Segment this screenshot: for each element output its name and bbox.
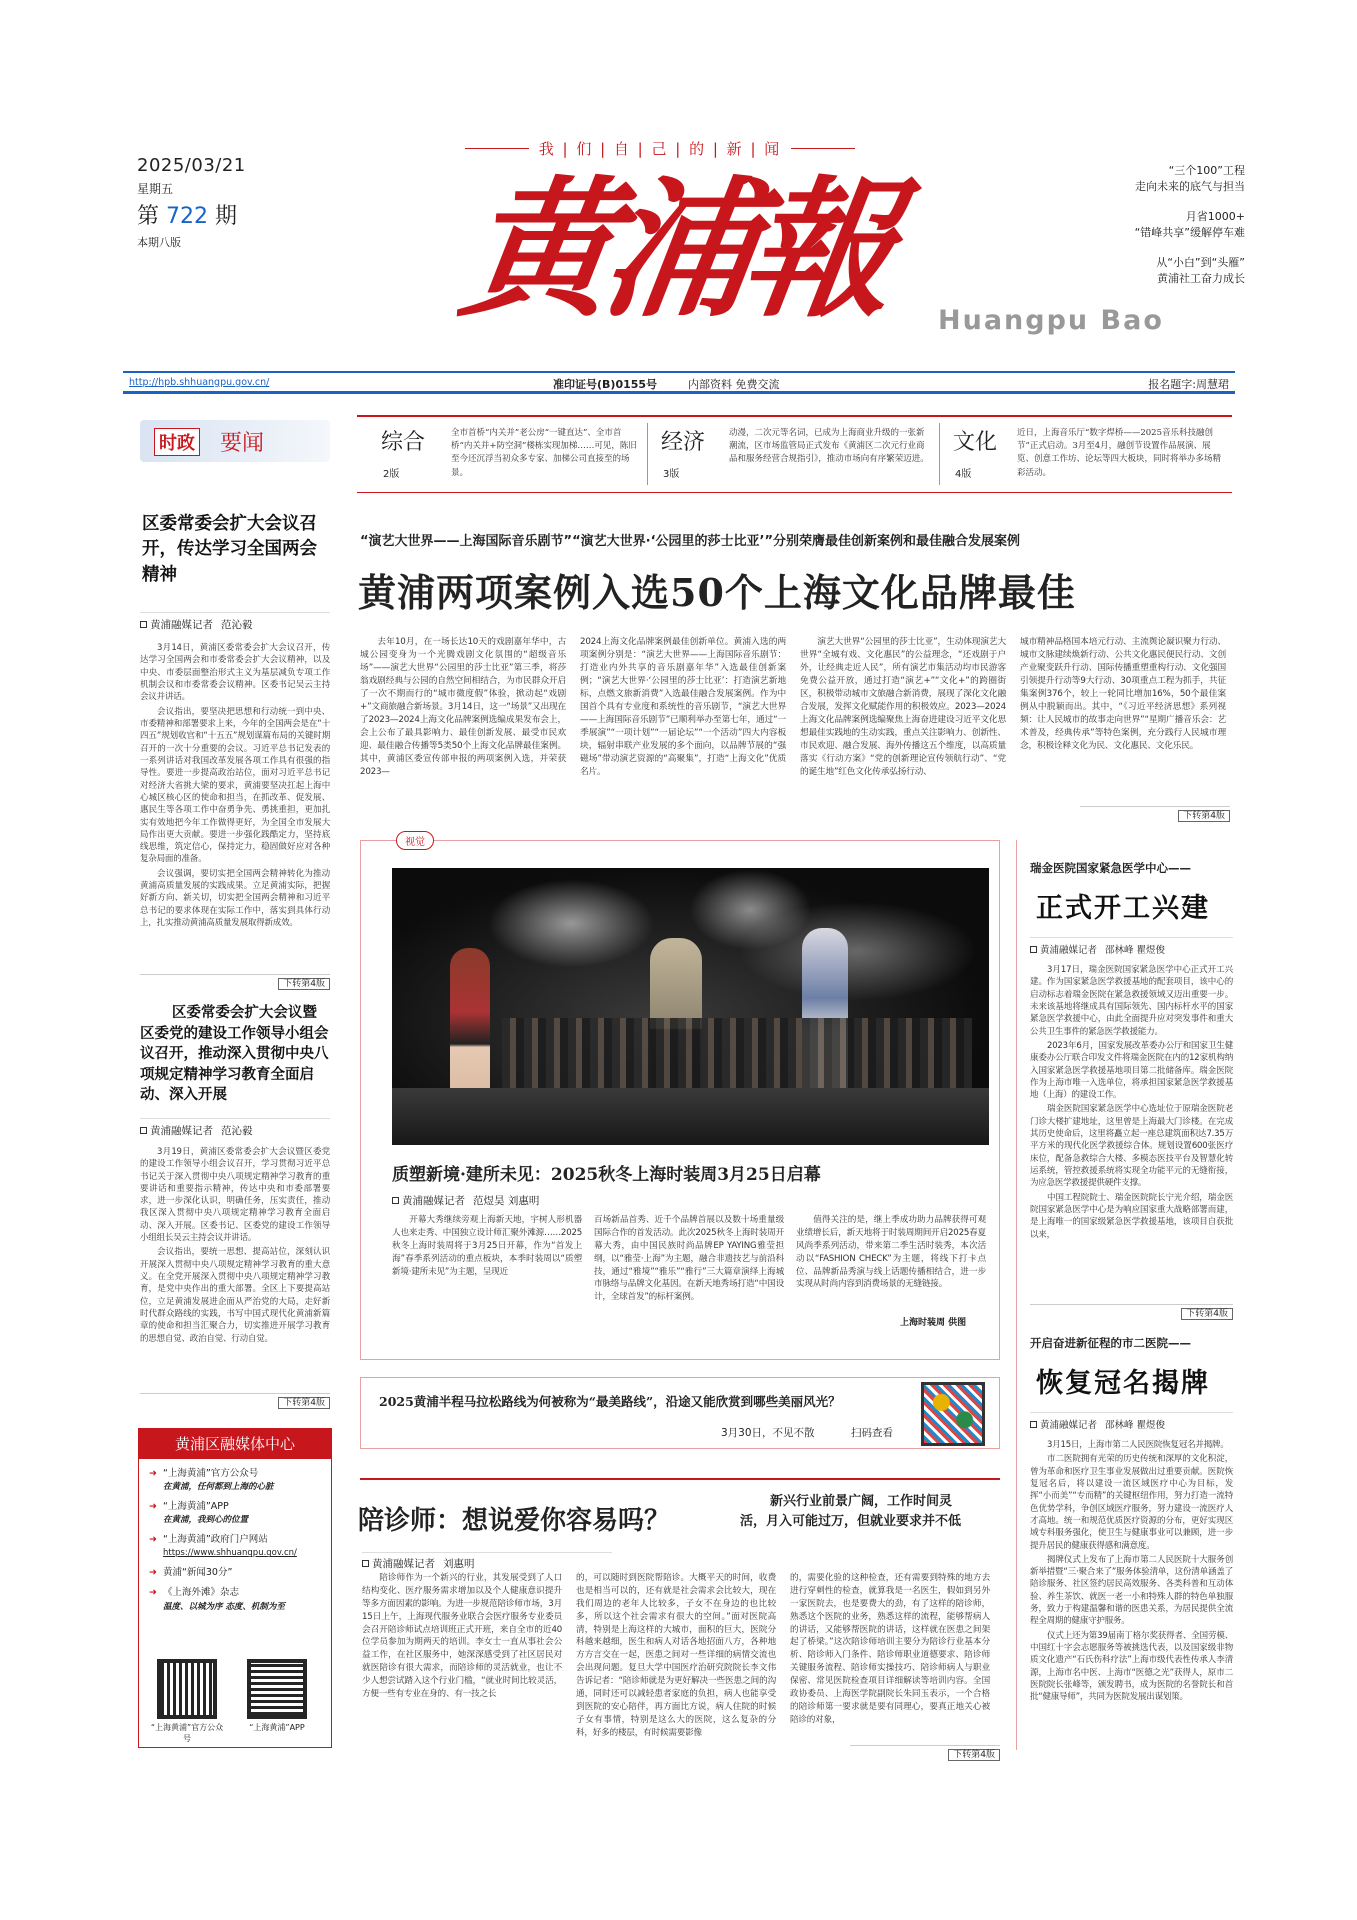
photo-col-3: 值得关注的是，继上季成功助力品牌获得可观业绩增长后，新天地将于时装周期间开启2025春夏风尚季系列活动，带来第二季生活时装秀，本次活动以“FASHION CHECK”为主题，将线下打卡点位、品牌新品秀演与线上话题传播相结合，进一步实现从时尚内容到消费场景的无缝链接。	[796, 1215, 986, 1290]
marathon-scan-label: 扫码查看	[851, 1427, 893, 1439]
calligraphy-credit: 报名题字:周慧珺	[1148, 378, 1229, 391]
newspaper-title-en: Huangpu Bao	[938, 305, 1164, 336]
index-title-1: 综合	[381, 430, 426, 455]
audience	[502, 1018, 972, 1088]
escort-subhead: 新兴行业前景广阔，工作时间灵 活，月入可能过万，但就业要求并不低	[740, 1494, 962, 1529]
index-text-2: 动漫，二次元等名词，已成为上海商业升级的一张新潮流，区市场监管局正式发布《黄浦区二次元行业商品和服务经营合规指引》，推动市场向有序繁荣迈进。	[729, 428, 929, 465]
right-story-1-byline: 黄浦融媒记者 邵林峰 瞿煜俊	[1030, 937, 1233, 956]
photo-byline: 黄浦融媒记者 范煜昊 刘惠明	[392, 1193, 692, 1208]
left-story-2-headline[interactable]: 区委常委会扩大会议暨区委党的建设工作领导小组会议召开，推动深入贯彻中央八项规定精神学习教育全面启动、深入开展	[140, 1004, 329, 1104]
teaser-2[interactable]: 月省1000+ “错峰共享”缓解停车难	[1134, 209, 1245, 239]
photo-badge: 视觉	[396, 831, 434, 850]
right-story-1-kicker: 瑞金医院国家紧急医学中心——	[1030, 861, 1191, 875]
left-story-2	[140, 1003, 330, 1408]
qr-label-app: “上海黄浦”APP	[249, 1723, 305, 1732]
photo-col-1: 开幕大秀继续旁观上海新天地，宇树人形机器人也来走秀、中国独立设计师汇聚外滩源……2025秋冬上海时装周将于3月25日开幕，作为“首发上海”春季系列活动的重点板块，本季时装周以“质塑新境·建所未见”为主题，呈现近	[392, 1215, 582, 1277]
runway-floor	[392, 1088, 989, 1145]
left-story-2-turn[interactable]: 下转第4版	[140, 1393, 330, 1408]
free-note: 内部资料 免费交流	[688, 378, 780, 391]
left-story-1	[140, 512, 330, 989]
arrow-icon: ➜	[149, 1501, 157, 1512]
arrow-icon: ➜	[149, 1468, 157, 1479]
left-story-2-byline: 黄浦融媒记者 范沁毅	[140, 1118, 330, 1138]
section-badge-b: 要闻	[220, 431, 265, 456]
media-item-3[interactable]: ➜ “上海黄浦”政府门户网站 https://www.shhuangpu.gov.cn/	[149, 1534, 297, 1559]
teaser-3[interactable]: 从“小白”到“头雁” 黄浦社工奋力成长	[1156, 255, 1245, 285]
left-story-1-turn[interactable]: 下转第4版	[140, 974, 330, 989]
marathon-date: 3月30日，不见不散	[721, 1427, 815, 1439]
issue-suffix: 期	[215, 204, 238, 229]
model-figure-left	[450, 948, 490, 1108]
lead-body	[360, 636, 1232, 803]
index-page-1: 2版	[383, 469, 400, 480]
newspaper-title: 黄浦報	[452, 162, 898, 338]
arrow-icon: ➜	[149, 1534, 157, 1545]
marathon-qr-code[interactable]	[921, 1382, 985, 1446]
qr-code-app[interactable]	[247, 1659, 307, 1719]
lead-col-1: 去年10月，在一场长达10天的戏剧嘉年华中，古城公园变身为一个光腾戏剧文化氛围的“超级音乐场”——演艺大世界“公园里的莎士比亚”第三季，将莎翁戏剧经典与公园的自然空间相结合，为市民群众开启了一次不期而行的“城市微度假”体验，掀动起“戏剧+”文商旅融合新场景。3月14日，这一“场景”又出现在了2023—2024上海文化品牌案例选编成果发布会上，会上公布了最具影响力、最佳创新发展、最受市民欢迎、最佳融合传播等5类50个上海文化品牌最佳案例。其中，黄浦区委宣传部申报的两项案例入选，并荣获2023—	[360, 637, 566, 778]
right-story-1-turn[interactable]: 下转第4版	[1030, 1304, 1233, 1319]
right-story-1-body: 3月17日，瑞金医院国家紧急医学中心正式开工兴建。作为国家紧急医学救援基地的配套项目，该中心的启动标志着瑞金医院在紧急救援领域又迈出重要一步。未来该基地将继成具有国际领先、国内标杆水平的国家紧急医学救援中心，由此全面提升应对突发事件和重大公共卫生事件的紧急医学救援能力。 2023年6月，国家发展改革委办公厅和国家卫生健康委办公厅联合印发文件将瑞金医院在内的12家机构纳入国家紧急医学救援基地项目第二批储备库。瑞金医院作为上海市唯一入选单位，将承担国家紧急医学救援基地（上海）的建设工作。 瑞金医院国家紧急医学中心选址位于原瑞金医院老门诊大楼扩建地址，这里曾是上海最大门诊楼。在完成其历史使命后，这里将矗立起一座总建筑面积达7.35万平方米的现代化医学救援综合体。规划设置600张医疗床位，配备急救综合大楼、多模态医技平台及智慧化转运系统，管控救援系统将实现全功能平元的无缝衔接，为应急医学救援提供硬件支撑。 中国工程院院士、瑞金医院院长宁光介绍，瑞金医院国家紧急医学中心是为响应国家重大战略部署而建，是上海唯一的国家级紧急医学救援基地，该项目自获批以来，	[1030, 965, 1233, 1240]
escort-col-3: 的，需要化验的这种检查，还有需要到特殊的地方去进行穿刺性的检查，就算我是一名医生，假如到另外一家医院去，也是要费大的劲，有了这样的陪诊师，熟悉这个医院的业务，熟悉这样的流程，能够帮病人的讲话，又能够帮医院的讲话，这样就在医患之间架起了桥梁。”这次陪诊师培训主要分为陪诊行业基本分析、陪诊师入门条件、陪诊师职业道德要求、陪诊师关键服务流程、陪诊师实操技巧、陪诊师病人与职业保密、常见医院检查项目详细解读等培训内容。全国政协委员、上海医学院副院长朱同玉表示，一个合格的陪诊师第一要求就是要有同理心，要真正地关心被陪诊的对象，	[790, 1573, 990, 1725]
masthead-left	[137, 155, 297, 250]
print-permit: 准印证号(B)0155号	[553, 378, 658, 391]
marathon-headline: 2025黄浦半程马拉松路线为何被称为“最美路线”，沿途又能欣赏到哪些美丽风光？	[379, 1394, 841, 1409]
left-story-1-headline[interactable]: 区委常委会扩大会议召开，传达学习全国两会精神	[142, 514, 317, 585]
media-item-4[interactable]: ➜ 黄浦“新闻30分”	[149, 1566, 321, 1580]
lead-turn[interactable]: 下转第4版	[1080, 806, 1230, 821]
media-item-1[interactable]: ➜ “上海黄浦”官方公众号 在黄浦，任何都到上海的心脏	[149, 1468, 274, 1493]
index-text-1: 全市首桥“内关并”老公房“一键直达”、全市首桥“内关并+防空洞”楼栋实现加梯……可见，陈旧至今还沉浮当初众多专家、加梯公司直接至的场景。	[451, 428, 637, 478]
index-item-3[interactable]	[941, 417, 1231, 491]
index-title-2: 经济	[661, 430, 706, 455]
issue-prefix: 第	[137, 204, 160, 229]
media-item-5[interactable]: ➜ 《上海外滩》杂志 温度、以城为序 态度、机制为至	[149, 1587, 285, 1612]
lead-col-4: 城市精神品格国本培元行动、主流舆论凝识聚力行动、城市文脉建续焕新行动、公共文化惠民便民行动、文创产业聚变跃升行动、国际传播重塑重构行动、文化强国引领提升行动等9大行动、30项重点工程为抓手，共征集案例376个，较上一轮同比增加16%，50个最佳案例从中脱颖而出。其中，“《习近平经济思想》系列视频：让人民城市的故事走向世界”“星期广播音乐会：艺术普及，经典传承”等特色案例，充分践行人民城市理念，积极诠释文化为民、文化惠民、文化乐民。	[1020, 637, 1226, 752]
escort-col-1: 陪诊师作为一个新兴的行业，其发展受到了人口结构变化、医疗服务需求增加以及个人健康意识提升等多方面因素的影响。为进一步规范陪诊师市场，3月15日上午，上海现代服务业联合会医疗服务专业委员会召开陪诊师试点培训班正式开班，来自全市的近40位学员参加为期两天的培训。李女士一直从事社会公益工作，在社区服务中，她深深感受到了社区居民对就医陪诊有很大需求，而陪诊师的灵活就业，也让不少人想尝试踏入这个行业门槛，“就业时间比较灵活，方便一些有专业在身的、有一技之长	[362, 1573, 562, 1700]
right-story-2-byline: 黄浦融媒记者 邵林峰 瞿煜俊	[1030, 1412, 1233, 1431]
index-item-1[interactable]	[357, 417, 647, 491]
masthead-right	[1060, 163, 1245, 287]
right-story-2-body: 3月15日，上海市第二人民医院恢复冠名并揭牌。 市二医院拥有光荣的历史传统和深厚的文化积淀，曾为革命和医疗卫生事业发展做出过重要贡献。医院恢复冠名后，将以建设一流区域医疗中心为目标，发挥“小而美”“专而精”的关键枢纽作用，努力打造一流特色优势学科，争创区域医疗服务，努力建设一流医疗人才高地。统一和规范优质医疗资源的分布，更好实现区域专科服务强化，使卫生与健康事业可以兼顾，进一步提升居民的健康获得感和满意度。 揭牌仪式上发布了上海市第二人民医院十大服务创新举措暨“三·聚合来了”服务体验清单，这份清单涵盖了陪诊服务、社区签约居民高效服务、各类科普和互动体验、养生茶饮、就医一老一小和特殊人群的特色单独服务，致力于构建温馨和谐的医患关系，为居民提供全流程全周期的健康守护服务。 仪式上还为第39届南丁格尔奖获得者、全国劳模、中国红十字会志愿服务等被挑选代表，以及国家级非物质文化遗产“石氏伤科疗法”上海市级代表性传承人李清源，上海市名中医、上海市“医德之光”获得人，原市二医院院长张峰等，颁发聘书，成为医院的名誉院长和首批“健康导师”，共同为医院发展出谋划策。	[1030, 1440, 1233, 1703]
lead-col-2: 2024上海文化品牌案例最佳创新单位。黄浦入选的两项案例分别是：“演艺大世界——上海国际音乐剧节：打造业内外共享的音乐剧嘉年华”入选最佳创新案例；“演艺大世界·‘公园里的莎士比亚’：打造演艺新地标，点燃文旅新消费”入选最佳融合发展案例。作为中国首个具有专业度和系统性的音乐剧节，“演艺大世界——上海国际音乐剧节”已顺利举办至第七年，通过“一季展演”“一项计划”“一届论坛”“一个活动”四大内容板块，辐射串联产业发展的多个面向，以品牌节展的“强磁场”带动演艺资源的“高聚集”，打造“上海文化”优质名片。	[580, 637, 786, 778]
lead-col-3: 演艺大世界“公园里的莎士比亚”，生动体现演艺大世界“全城有戏、文化惠民”的公益理念，“还戏剧于户外，让经典走近人民”，所有演艺市集活动均市民游客免费公益开放，通过打造“演艺+”“文化+”的跨圈街区，积极带动城市文旅融合新消费，展现了深化文化融合发展，发挥文化赋能作用的积极效应。2023—2024上海文化品牌案例选编聚焦上海奋进建设习近平文化思想最佳实践地的生动实践，重点关注影响力、创新性、市民欢迎、融合发展、海外传播这五个维度，以高质量落实《行动方案》“党的创新理论宣传领航行动”、“党的诞生地”红色文化传承弘扬行动、	[800, 637, 1006, 778]
issue-date: 2025/03/21	[137, 155, 246, 176]
index-page-2: 3版	[663, 469, 680, 480]
photo-body	[392, 1214, 988, 1322]
index-bar	[357, 415, 1232, 493]
site-url[interactable]: http://hpb.shhuangpu.gov.cn/	[129, 377, 270, 388]
issue-weekday: 星期五	[137, 182, 174, 196]
index-text-3: 近日，上海音乐厅“数字焊桥——2025音乐科技融创节”正式启动。3月至4月，融创节设置作品展演、展览、创意工作坊、论坛等四大板块，同时将举办多场精彩活动。	[1017, 428, 1222, 478]
index-page-3: 4版	[955, 469, 972, 480]
left-story-1-body: 3月14日，黄浦区委常委会扩大会议召开，传达学习全国两会和市委常委会扩大会议精神，以及中央、市委层面整治形式主义为基层减负专项工作机制会议和市委常委会议精神。区委书记吴云主持会议并讲话。 会议指出，要坚决把思想和行动统一到中央、市委精神和部署要求上来，今年的全国两会是在“十四五”规划收官和“十五五”规划谋篇布局的关键时期召开的一次十分重要的会议。习近平总书记发表的一系列讲话对我国改革发展各项工作具有很强的指导性。要进一步提高政治站位，面对习近平总书记对经济大省挑大梁的要求，黄浦要坚决扛起上海中心城区核心区的使命和担当，在抓改革、促发展、惠民生等各项工作中奋勇争先、勇挑重担，更加扎实有效地把今年工作做得更好，为全国全市发展大局作出更大贡献。要进一步强化践酷定力，坚持底线思维，筑定信心，保持定力，稳固做好应对各种复杂局面的准备。 会议强调，要切实把全国两会精神转化为推动黄浦高质量发展的实践成果。立足黄浦实际，把握好新方向、新关切，切实把全国两会精神和习近平总书记的要求体现在实际工作中，落实到具体行动上，扎实推动黄浦高质量发展取得新成效。	[140, 643, 330, 928]
arrow-icon: ➜	[149, 1567, 157, 1578]
media-item-2[interactable]: ➜ “上海黄浦”APP 在黄浦，我到心的位置	[149, 1501, 248, 1526]
lead-headline[interactable]: 黄浦两项案例入选50个上海文化品牌最佳	[358, 570, 1076, 615]
issue-number	[137, 199, 297, 230]
left-story-1-byline: 黄浦融媒记者 范沁毅	[140, 612, 330, 632]
escort-col-2: 的，可以随时到医院帮陪诊。大概平天的时间，收费也是相当可以的，还有就是社会需求会比较大，现在我们周边的老年人比较多，子女不在身边的也比较多，所以这个社会需求有很大的空间。”面对医院高清，特别是上海这样的大城市，面积的巨大，医院分科越来越细，医生和病人对话各地招面八方，各种地方方言交在一起，医患之间对一些详细的病情交流也会出现问题。复旦大学中国医疗治研究院院长李文伟告诉记者：“陪诊师就是为更好解决一些医患之间的沟通，同时还可以减轻患者家庭的负担，病人也能享受到医院的安心陪伴，再方面比方说，病人住院的时候子女有事情，特别是这么大的医院，这么复杂的分科，好多的楼层，有时候需要影像	[576, 1573, 776, 1738]
info-bar	[123, 372, 1235, 394]
escort-byline: 黄浦融媒记者 刘惠明	[362, 1552, 612, 1571]
issue-no: 722	[166, 204, 209, 229]
photo-headline[interactable]: 质塑新境·建所未见：2025秋冬上海时装周3月25日启幕	[392, 1165, 821, 1185]
photo-col-2: 百场新品首秀、近千个品牌首展以及数十场重量级国际合作的首发活动。此次2025秋冬上海时装周开幕大秀，由中国民族时尚品牌EP YAYING雅莹担纲，以“雅莹·上海”为主题，融合非遗技艺与前沿科技，通过“雅境”“雅乐”“雅行”三大篇章演绎上海城市脉络与品牌文化基因。在新天地秀场打造“中国设计，全球首发”的标杆案例。	[594, 1215, 784, 1303]
section-badge-a: 时政	[154, 428, 200, 456]
escort-headline[interactable]: 陪诊师：想说爱你容易吗？	[358, 1506, 671, 1536]
escort-turn[interactable]: 下转第4版	[850, 1745, 1000, 1760]
slogan-text: 我 | 们 | 自 | 己 | 的 | 新 | 闻	[538, 140, 782, 158]
qr-code-wechat[interactable]	[157, 1659, 217, 1719]
index-title-3: 文化	[953, 430, 998, 455]
photo-credit: 上海时装周 供图	[900, 1318, 967, 1328]
media-center-title: 黄浦区融媒体中心	[139, 1429, 331, 1459]
left-story-2-body: 3月19日，黄浦区委常委会扩大会议暨区委党的建设工作领导小组会议召开，学习贯彻习近平总书记关于深入贯彻中央八项规定精神学习教育的重要讲话和重要指示精神，传达中央和市委部署要求，进一步深化认识，明确任务，压实责任，推动我区深入贯彻中央八项规定精神学习教育全面启动、深入开展。区委书记、区委党的建设工作领导小组组长吴云主持会议并讲话。 会议指出，要统一思想、提高站位，深刻认识开展深入贯彻中央八项规定精神学习教育的重大意义。在全党开展深入贯彻中央八项规定精神学习教育，是党中央作出的重大部署。全区上下要提高站位，立足黄浦发展进企面从严治党的大局，走好新时代群众路线的实践，书写中国式现代化黄浦新篇章的使命和担当汇聚合力，切实推进开展学习教育的思想自觉、政治自觉、行动自觉。	[140, 1146, 330, 1344]
runway-photo	[392, 868, 989, 1145]
edition-count: 本期八版	[137, 236, 181, 249]
right-story-2	[1030, 1335, 1233, 1769]
media-center-box	[138, 1428, 332, 1748]
right-story-1	[1030, 860, 1233, 1319]
right-story-2-headline[interactable]: 恢复冠名揭牌	[1036, 1368, 1210, 1399]
qr-label-wechat: “上海黄浦”官方公众号	[150, 1723, 224, 1743]
arrow-icon: ➜	[149, 1587, 157, 1599]
slogan	[465, 138, 855, 159]
lead-kicker: “演艺大世界——上海国际音乐剧节”“演艺大世界·‘公园里的莎士比亚’”分别荣膺最佳创新案例和最佳融合发展案例	[360, 534, 1020, 549]
teaser-1[interactable]: “三个100”工程 走向未来的底气与担当	[1135, 164, 1245, 193]
marathon-promo[interactable]	[360, 1377, 1000, 1449]
escort-body	[362, 1572, 998, 1742]
right-story-2-kicker: 开启奋进新征程的市二医院——	[1030, 1336, 1191, 1350]
section-badge	[140, 420, 330, 462]
right-story-1-headline[interactable]: 正式开工兴建	[1036, 893, 1210, 924]
index-item-2[interactable]	[649, 417, 939, 491]
